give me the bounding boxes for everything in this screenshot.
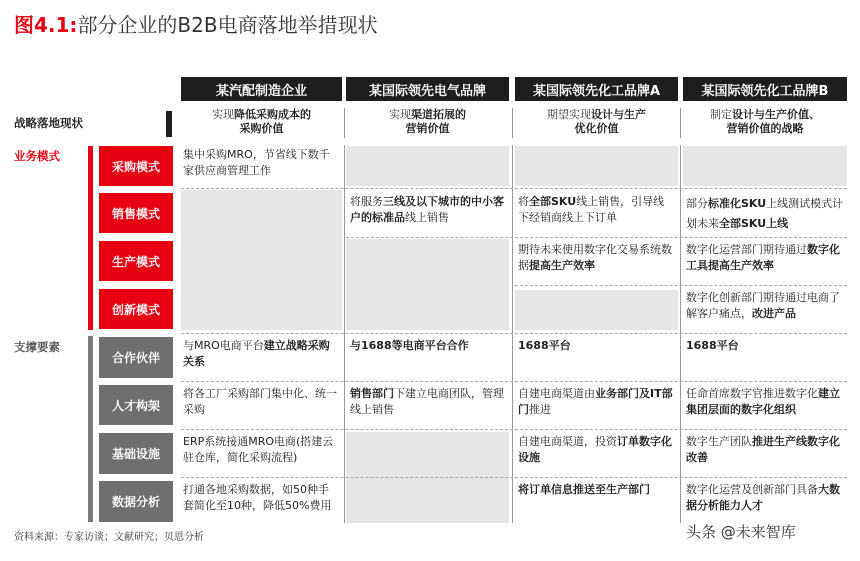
- page-title: [14, 9, 378, 38]
- cell-chem-a-data: 将订单信息推送至生产部门: [518, 483, 650, 496]
- row-divider: [181, 333, 847, 334]
- empty-cell: [346, 239, 509, 330]
- cell-chem-b-infrastructure: 数字生产团队推进生产线数字化改善: [686, 435, 840, 464]
- strategy-label: 战略落地现状: [14, 116, 83, 130]
- divider: [344, 108, 345, 138]
- watermark: 头条 @未来智库: [686, 523, 796, 541]
- category-partners: 合作伙伴: [99, 337, 173, 378]
- cell-chem-a-infrastructure: 自建电商渠道，投资订单数字化设施: [518, 435, 672, 464]
- divider: [680, 108, 681, 138]
- support-bar: [88, 336, 93, 522]
- column-header-auto: 某汽配制造企业: [181, 77, 342, 101]
- category-sales: 销售模式: [99, 193, 173, 233]
- divider: [512, 145, 513, 523]
- row-divider: [181, 429, 847, 430]
- category-purchase: 采购模式: [99, 146, 173, 186]
- cell-chem-a-production: 期待未来使用数字化交易系统数据提高生产效率: [518, 243, 672, 272]
- cell-electric-sales: 将服务三线及以下城市的中小客户的标准品线上销售: [350, 195, 504, 224]
- divider: [512, 108, 513, 138]
- column-header-chem-b: 某国际领先化工品牌B: [683, 77, 847, 101]
- section-business: 业务模式: [14, 149, 60, 163]
- column-header-chem-a: 某国际领先化工品牌A: [515, 77, 678, 101]
- cell-chem-a-talent: 自建电商渠道由业务部门及IT部门推进: [518, 387, 673, 416]
- strategy-bar: [166, 111, 172, 137]
- cell-chem-a-partners: 1688平台: [518, 339, 571, 352]
- strategy-chem-b: 制定设计与生产价值、 营销价值的战略: [710, 108, 820, 135]
- cell-chem-b-partners: 1688平台: [686, 339, 739, 352]
- strategy-auto: 实现降低采购成本的 采购价值: [212, 108, 311, 135]
- business-bar: [88, 146, 93, 330]
- empty-cell: [683, 146, 847, 186]
- category-innovation: 创新模式: [99, 289, 173, 329]
- cell-chem-a-sales: 将全部SKU线上销售，引导线下经销商线上下订单: [518, 195, 665, 224]
- cell-auto-data: 打通各地采购数据，如50种手套简化至10种，降低50%费用: [183, 483, 332, 512]
- cell-auto-purchase: 集中采购MRO，节省线下数千家供应商管理工作: [183, 148, 330, 177]
- empty-cell: [181, 190, 342, 330]
- row-divider: [181, 381, 847, 382]
- empty-cell: [515, 146, 678, 186]
- strategy-electric: 实现渠道拓展的 营销价值: [389, 108, 466, 135]
- cell-electric-talent: 销售部门下建立电商团队，管理线上销售: [350, 387, 504, 416]
- cell-chem-b-innovation: 数字化创新部门期待通过电商了解客户痛点，改进产品: [686, 291, 840, 320]
- category-infrastructure: 基础设施: [99, 433, 173, 474]
- row-divider: [515, 285, 847, 286]
- cell-chem-b-production: 数字化运营部门期待通过数字化工具提高生产效率: [686, 243, 840, 272]
- cell-electric-partners: 与1688等电商平台合作: [350, 339, 469, 352]
- category-talent: 人才构架: [99, 385, 173, 425]
- cell-auto-partners: 与MRO电商平台建立战略采购关系: [183, 339, 330, 368]
- cell-chem-b-data: 数字化运营及创新部门具备大数据分析能力人才: [686, 483, 840, 512]
- source-note: 资料来源：专家访谈；文献研究；贝恩分析: [14, 532, 204, 543]
- category-data-analysis: 数据分析: [99, 481, 173, 522]
- empty-cell: [515, 290, 678, 330]
- cell-chem-b-talent: 任命首席数字官推进数字化建立集团层面的数字化组织: [686, 387, 840, 416]
- empty-cell: [346, 146, 509, 186]
- divider: [680, 145, 681, 523]
- cell-auto-infrastructure: ERP系统接通MRO电商(搭建云驻仓库，简化采购流程): [183, 435, 334, 464]
- cell-auto-talent: 将各工厂采购部门集中化、统一采购: [183, 387, 337, 416]
- figure-label: 图4.1:: [14, 13, 78, 37]
- divider: [344, 145, 345, 523]
- section-support: 支撑要素: [14, 340, 60, 354]
- category-production: 生产模式: [99, 241, 173, 281]
- column-header-electric: 某国际领先电气品牌: [346, 77, 509, 101]
- row-divider: [346, 237, 847, 238]
- figure-title: 部分企业的B2B电商落地举措现状: [77, 13, 378, 37]
- row-divider: [181, 477, 847, 478]
- row-divider: [181, 188, 847, 189]
- cell-chem-b-sales: 部分标准化SKU上线测试模式计划未来全部SKU上线: [686, 197, 844, 230]
- strategy-chem-a: 期望实现设计与生产 优化价值: [547, 108, 646, 135]
